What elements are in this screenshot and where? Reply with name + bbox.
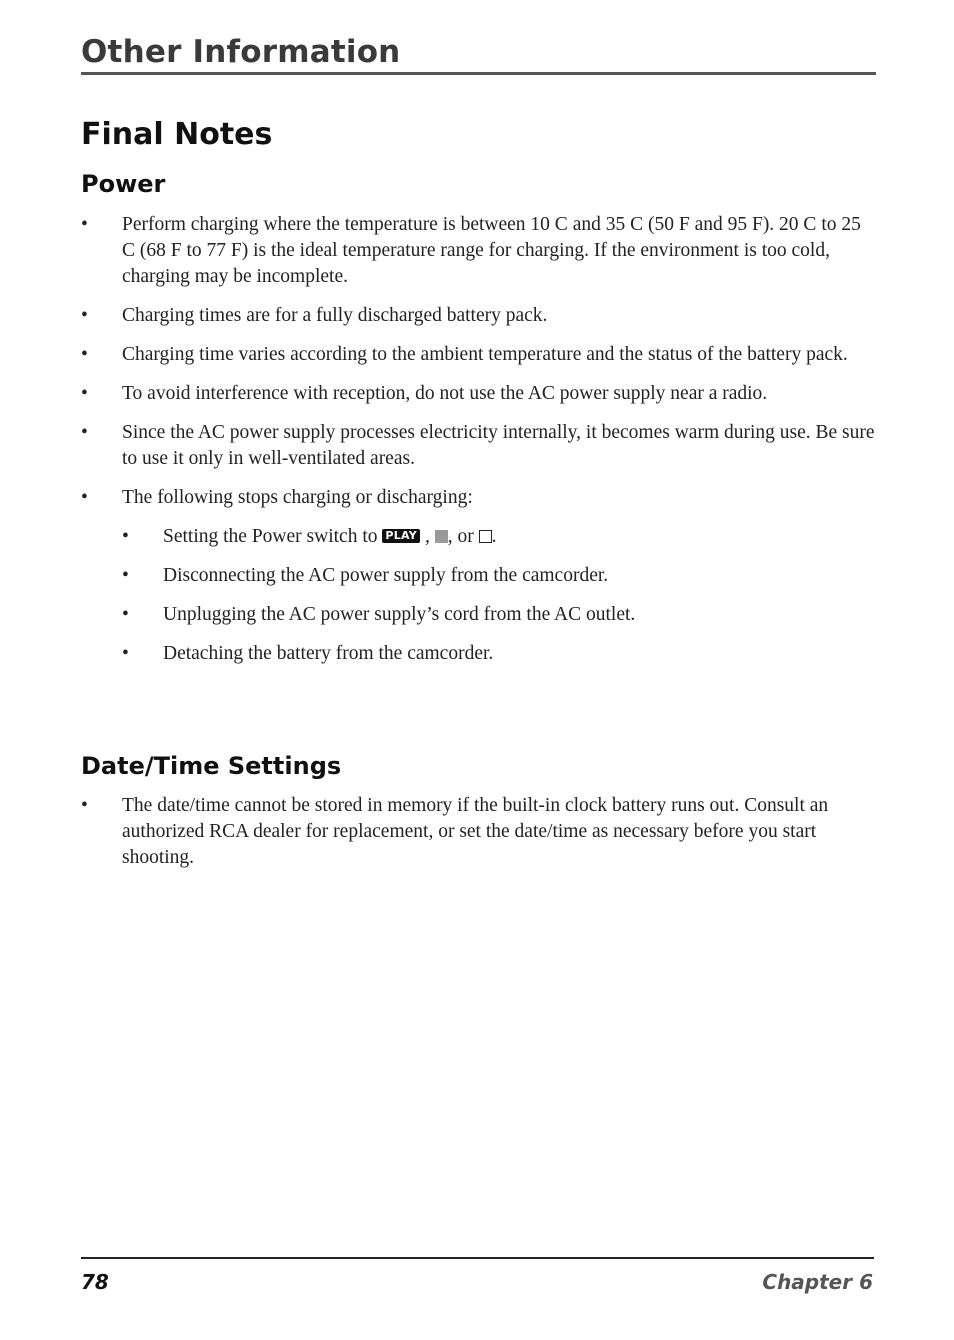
list-item xyxy=(81,212,876,290)
bullet-glyph: • xyxy=(81,344,88,365)
list-item-text: Perform charging where the temperature is between 10 C and 35 C (50 F and 95 F). 20 C to 25 C (68 F to 77 F) is the ideal temperature range for charging. If the environment is too cold, charging may be incomplete. xyxy=(122,214,861,287)
list-item xyxy=(81,381,876,407)
list-item xyxy=(81,342,876,368)
bullet-glyph: • xyxy=(81,795,88,816)
bullet-glyph: • xyxy=(81,487,88,508)
bullet-glyph: • xyxy=(81,214,88,235)
bullet-glyph: • xyxy=(122,565,129,586)
bullet-glyph: • xyxy=(122,643,129,664)
page-number: 78 xyxy=(81,1270,109,1294)
datetime-bullet-list xyxy=(81,793,876,884)
bullet-glyph: • xyxy=(122,526,129,547)
power-heading: Power xyxy=(81,170,166,198)
bullet-glyph: • xyxy=(81,305,88,326)
bullet-glyph: • xyxy=(122,604,129,625)
list-item xyxy=(81,303,876,329)
list-item xyxy=(122,524,876,550)
list-item-text: To avoid interference with reception, do not use the AC power supply near a radio. xyxy=(122,383,768,404)
bullet-glyph: • xyxy=(81,383,88,404)
list-item-text: Setting the Power switch to xyxy=(163,526,378,547)
list-item xyxy=(122,563,876,589)
list-item-text: Charging times are for a fully discharged battery pack. xyxy=(122,305,548,326)
datetime-heading: Date/Time Settings xyxy=(81,752,342,780)
list-item xyxy=(122,602,876,628)
power-bullet-list xyxy=(81,212,876,680)
list-item-text: Charging time varies according to the ambient temperature and the status of the battery pack. xyxy=(122,344,848,365)
list-item-text: Since the AC power supply processes electricity internally, it becomes warm during use. Be sure to use it only in well-ventilated areas. xyxy=(122,422,875,469)
list-item-text: The following stops charging or discharging: xyxy=(122,487,473,508)
list-item-text: Disconnecting the AC power supply from the camcorder. xyxy=(163,565,609,586)
footer-divider xyxy=(81,1257,874,1259)
header-divider xyxy=(81,72,876,75)
list-item xyxy=(81,793,876,871)
chapter-label: Chapter 6 xyxy=(762,1270,873,1294)
separator-text: , xyxy=(424,526,430,547)
list-item-text: Unplugging the AC power supply’s cord from the AC outlet. xyxy=(163,604,636,625)
camera-mode-icon xyxy=(435,530,448,543)
running-header-title: Other Information xyxy=(81,34,401,70)
play-mode-icon: PLAY xyxy=(382,529,420,543)
separator-text: , or xyxy=(447,526,474,547)
list-item-text: The date/time cannot be stored in memory if the built-in clock battery runs out. Consult an authorized RCA dealer for replacement, or set the date/time as necessary before you start shooting. xyxy=(122,795,829,868)
list-item xyxy=(81,485,876,667)
off-mode-icon xyxy=(479,530,492,543)
list-item-text: Detaching the battery from the camcorder. xyxy=(163,643,494,664)
section-title: Final Notes xyxy=(81,117,273,152)
separator-text: . xyxy=(491,526,497,547)
bullet-glyph: • xyxy=(81,422,88,443)
stop-conditions-list xyxy=(122,524,876,667)
list-item xyxy=(81,420,876,472)
list-item xyxy=(122,641,876,667)
